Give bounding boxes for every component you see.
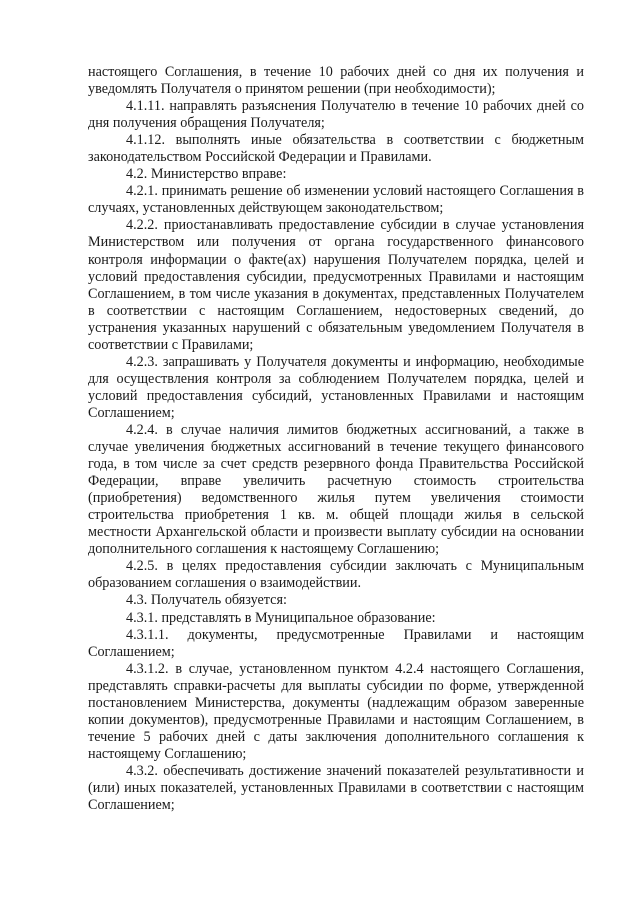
paragraph-4-2-2: 4.2.2. приостанавливать предоставление субсидии в случае установления Министерством или получения от органа государственного финансового контроля информации о факте(ах) нарушения Получателем порядка, целей и условий предоставления субсидии, предусмотренных Правилами и настоящим Соглашением, в том числе указания в документах, представленных Получателем в соответствии с настоящим Соглашением, недостоверных сведений, до устранения указанных нарушений с обязательным уведомлением Получателя в соответствии с Правилами; xyxy=(88,217,584,353)
paragraph-4-1-11: 4.1.11. направлять разъяснения Получателю в течение 10 рабочих дней со дня получения обращения Получателя; xyxy=(88,98,584,132)
paragraph-4-2-3: 4.2.3. запрашивать у Получателя документы и информацию, необходимые для осуществления контроля за соблюдением Получателем порядка, целей и условий предоставления субсидий, установленных Правилами и настоящим Соглашением; xyxy=(88,353,584,421)
paragraph-4-1-12: 4.1.12. выполнять иные обязательства в соответствии с бюджетным законодательством Российской Федерации и Правилами. xyxy=(88,132,584,166)
paragraph-4-3-1-2: 4.3.1.2. в случае, установленном пунктом 4.2.4 настоящего Соглашения, представлять справки-расчеты для выплаты субсидии по форме, утвержденной постановлением Министерства, документы (надлежащим образом заверенные копии документов), предусмотренные Правилами и настоящим Соглашением, в течение 5 рабочих дней с даты заключения дополнительного соглашения к настоящему Соглашению; xyxy=(88,660,584,762)
paragraph-4-3-1-1: 4.3.1.1. документы, предусмотренные Правилами и настоящим Соглашением; xyxy=(88,626,584,660)
paragraph-4-3-2: 4.3.2. обеспечивать достижение значений показателей результативности и (или) иных показателей, установленных Правилами в соответствии с настоящим Соглашением; xyxy=(88,762,584,814)
paragraph-4-3-1: 4.3.1. представлять в Муниципальное образование: xyxy=(126,609,436,626)
paragraph-4-3: 4.3. Получатель обязуется: xyxy=(126,592,287,609)
paragraph-4-2-1: 4.2.1. принимать решение об изменении условий настоящего Соглашения в случаях, установленных действующем законодательством; xyxy=(88,183,584,217)
paragraph-4-2: 4.2. Министерство вправе: xyxy=(126,166,287,183)
document-page xyxy=(88,64,584,814)
paragraph-4-2-4: 4.2.4. в случае наличия лимитов бюджетных ассигнований, а также в случае увеличения бюджетных ассигнований в течение текущего финансового года, в том числе за счет средств резервного фонда Правительства Российской Федерации, вправе увеличить расчетную стоимость строительства (приобретения) ведомственного жилья путем увеличения стоимости строительства приобретения 1 кв. м. общей площади жилья в сельской местности Архангельской области и произвести выплату субсидии на основании дополнительного соглашения к настоящему Соглашению; xyxy=(88,421,584,558)
paragraph-4-2-5: 4.2.5. в целях предоставления субсидии заключать с Муниципальным образованием соглашения о взаимодействии. xyxy=(88,558,584,592)
paragraph-continuation: настоящего Соглашения, в течение 10 рабочих дней со дня их получения и уведомлять Получателя о принятом решении (при необходимости); xyxy=(88,64,584,98)
